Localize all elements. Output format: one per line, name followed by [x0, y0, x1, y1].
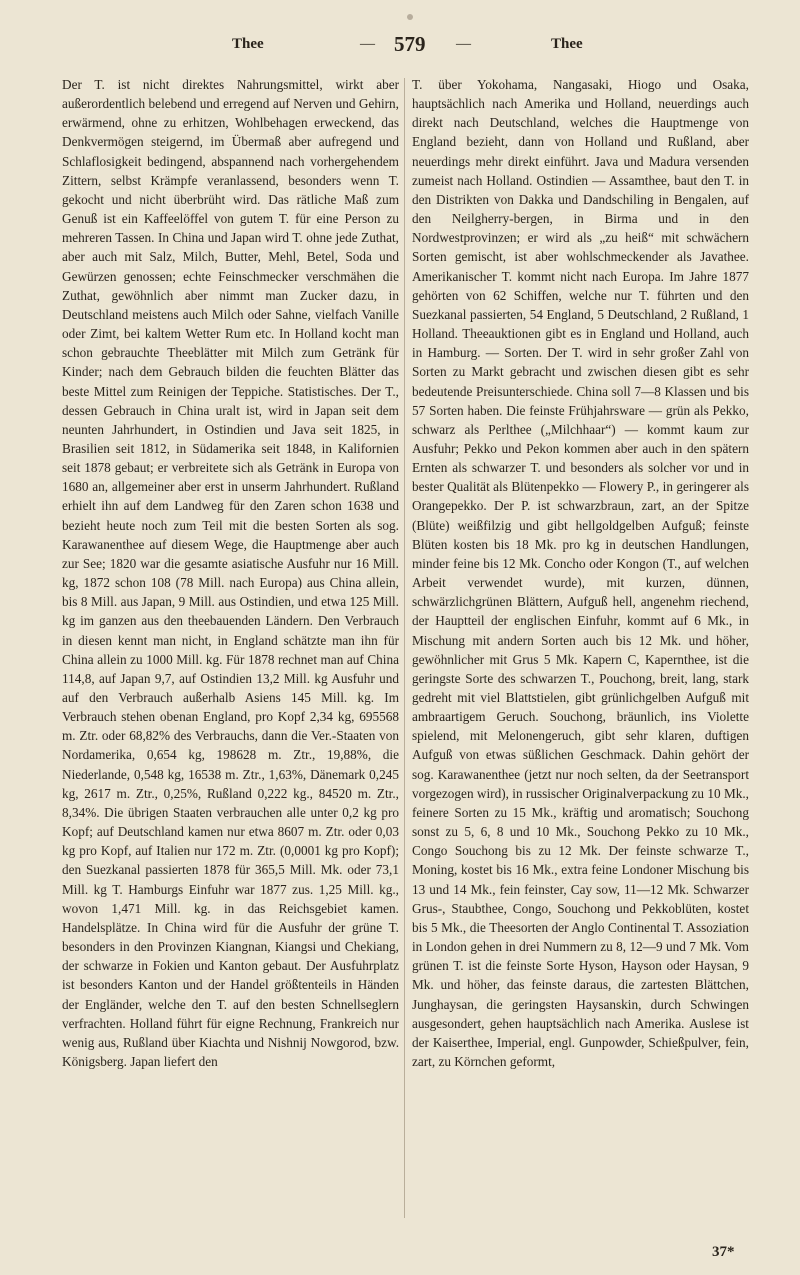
- header-keyword-left: Thee: [232, 36, 264, 52]
- column-divider: [404, 78, 405, 1218]
- header-dash-left: —: [360, 36, 375, 52]
- header-dash-right: —: [456, 36, 471, 52]
- text-column-right: [412, 75, 749, 1071]
- header-keyword-right: Thee: [551, 36, 583, 52]
- column-left-text: Der T. ist nicht direktes Nahrungsmittel, wirkt aber außerordentlich belebend und erregend auf Nerven und Gehirn, erwärmend, ohne zu erhitzen, Wohlbehagen erweckend, das Denkvermögen steigernd, im Übermaß aber aufregend und Schlaflosigkeit bedingend, abspannend nach vorhergehendem Zittern, selbst Krämpfe veranlassend, besonders wenn T. gekocht und nicht überbrüht wird. Das rätliche Maß zum Genuß ist ein Kaffeelöffel von gutem T. für eine Person zu mehreren Tassen. In China und Japan wird T. ohne jede Zuthat, aber auch mit Salz, Milch, Butter, Mehl, Betel, Soda und Gewürzen genossen; echte Feinschmecker verschmähen die Zuthat, gewöhnlich aber nimmt man Zucker dazu, in Deutschland meistens auch Milch oder Sahne, vielfach Vanille oder Zimt, bei kaltem Wetter Rum etc. In Holland kocht man schon gebrauchte Theeblätter mit Milch zum Getränk für Kinder; nach dem Gebrauch bilden die feuchten Blätter das beste Mittel zum Reinigen der Teppiche. Statistisches. Der T., dessen Gebrauch in China uralt ist, wird in Japan seit dem neunten Jahrhundert, in Ostindien und Java seit 1825, in Brasilien seit 1812, in Südamerika seit 1848, in Kalifornien seit 1878 gebaut; er verbreitete sich als Getränk in Europa von 1680 an, allgemeiner aber erst in unserm Jahrhundert. Rußland erhielt ihn auf dem Landweg für den Zaren schon 1638 und bezieht heute noch zum Teil mit die besten Sorten als sog. Karawanenthee auf diesem Wege, die Hauptmenge aber auch zur See; 1820 war die gesamte asiatische Ausfuhr nur 16 Mill. kg, 1872 schon 108 (78 Mill. nach Europa) aus China allein, bis 8 Mill. aus Japan, 9 Mill. aus Ostindien, und etwa 125 Mill. kg im ganzen aus den theebauenden Ländern. Den Verbrauch in diesen kennt man nicht, in England schätzte man ihn für China allein zu 1000 Mill. kg. Für 1878 rechnet man auf China 114,8, auf Japan 9,7, auf Ostindien 13,2 Mill. kg Ausfuhr und auf den Verbrauch außerhalb Asiens 145 Mill. kg. Im Verbrauch stehen obenan England, pro Kopf 2,34 kg, 695568 m. Ztr. oder 68,82% des Verbrauchs, dann die Ver.-Staaten von Nordamerika, 0,654 kg, 198628 m. Ztr., 19,88%, die Niederlande, 0,548 kg, 16538 m. Ztr., 1,63%, Dänemark 0,245 kg, 2617 m. Ztr., 0,25%, Rußland 0,222 kg., 84520 m. Ztr., 8,34%. Die übrigen Staaten verbrauchen alle unter 0,2 kg pro Kopf; auf Deutschland kamen nur etwa 8607 m. Ztr. oder 0,03 kg pro Kopf, auf Italien nur 172 m. Ztr. (0,0001 kg pro Kopf); den Suezkanal passierten 1878 für 365,5 Mill. Mk. oder 73,1 Mill. kg T. Hamburgs Einfuhr war 1877 zus. 1,25 Mill. kg., wovon 1,471 Mill. kg. in das Reichsgebiet kamen. Handelsplätze. In China wird für die Ausfuhr der grüne T. besonders in den Provinzen Kiangnan, Kiangsi und Chekiang, der schwarze in Fokien und Kanton gebaut. Der Ausfuhrplatz ist besonders Kanton und der Handel größtenteils in Händen der Engländer, welche den T. auf den besten Schnellseglern verfrachten. Holland führt für eigne Rechnung, Frankreich nur wenig aus, Rußland über Kiachta und Nishnij Nowgorod, bzw. Königsberg. Japan liefert den: [62, 77, 399, 1069]
- running-header: [60, 32, 750, 62]
- page-number: 579: [394, 32, 426, 56]
- signature-mark: 37*: [712, 1244, 735, 1260]
- column-right-text: T. über Yokohama, Nangasaki, Hiogo und Osaka, hauptsächlich nach Amerika und Holland, neuerdings auch direkt nach Deutschland, welches die Hauptmenge von England bezieht, dann von Holland und Rußland, aber neuerdings mehr direkt einführt. Java und Madura versenden zumeist nach Holland. Ostindien — Assamthee, baut den T. in den Distrikten von Dakka und Dandschiling in Bengalen, auf den Neilgherry-bergen, in Birma und in den Nordwestprovinzen; er wird als „zu heiß“ mit schwächern Sorten gemischt, ist aber wohlschmeckender als Javathee. Amerikanischer T. kommt nicht nach Europa. Im Jahre 1877 gehörten von 62 Schiffen, welche nur T. führten und den Suezkanal passierten, 54 England, 5 Deutschland, 2 Rußland, 1 Holland. Theeauktionen gibt es in England und Holland, auch in Hamburg. — Sorten. Der T. wird in sehr großer Zahl von Sorten zu Markt gebracht und zwischen diesen gibt es sehr bedeutende Preisunterschiede. China soll 7—8 Klassen und bis 57 Sorten haben. Die feinste Frühjahrsware — grün als Pekko, schwarz als Perlthee („Milchhaar“) — kommt kaum zur Ausfuhr; Pekko und Pekon kommen aber auch in den spätern Ernten als schwarzer T. und besonders als solcher vor und in bester Qualität als Blütenpekko — Flowery P., in geringerer als Orangepekko. Der P. ist schwarzbraun, zart, an der Spitze (Blüte) weißfilzig und gibt hellgoldgelben Aufguß; feinste Blüten kosten bis 18 Mk. pro kg in deutschen Handlungen, minder feine bis 12 Mk. Concho oder Kongon (T., auf welchen Arbeit verwendet wurde), mit kurzen, dünnen, schwärzlichgrünen Blättern, Aufguß hell, angenehm riechend, der Hauptteil der englischen Einfuhr, kommt auf 6 Mk., in Mischung mit andern Sorten auch bis 12 Mk. und höher, gewöhnlicher mit Grus 5 Mk. Kapern C, Kapernthee, ist die geringste Sorte des schwarzen T., Pouchong, breit, lang, stark gedreht mit viel Blattstielen, gibt grünlichgelben Aufguß mit ambraartigem Geruch. Souchong, bräunlich, ins Violette spielend, mit Melonengeruch, gibt sehr klaren, duftigen Aufguß von etwas süßlichen Geschmack. Dahin gehört der sog. Karawanenthee (jetzt nur noch selten, da der Seetransport vorgezogen wird), in russischer Originalverpackung zu 10 Mk., feinere Sorten zu 15 Mk., kräftig und aromatisch; Souchong sonst zu 5, 6, 8 und 10 Mk., Souchong Pekko zu 10 Mk., Congo Souchong bis zu 12 Mk. Der feinste schwarze T., Moning, kostet bis 16 Mk., extra feine Londoner Mischung bis 13 und 14 Mk., fein feinster, Cay sow, 11—12 Mk. Schwarzer Grus-, Staubthee, Congo, Souchong und Pekkoblüten, kostet bis 5 Mk., die Theesorten der Anglo Continental T. Assoziation in London gehen in drei Nummern zu 8, 12—9 und 7 Mk. Vom grünen T. ist die feinste Sorte Hyson, Hayson oder Haysan, 9 Mk. und höher, das feinste daraus, die zartesten Blättchen, Junghaysan, die geringsten Haysanskin, durch Schwingen ausgesondert, gehen hauptsächlich nach Amerika. Auslese ist der Kaiserthee, Imperial, engl. Gunpowder, Schießpulver, fein, zart, zu Körnchen geformt,: [412, 77, 749, 1069]
- ornament-dot: [407, 14, 413, 20]
- text-column-left: [62, 75, 399, 1071]
